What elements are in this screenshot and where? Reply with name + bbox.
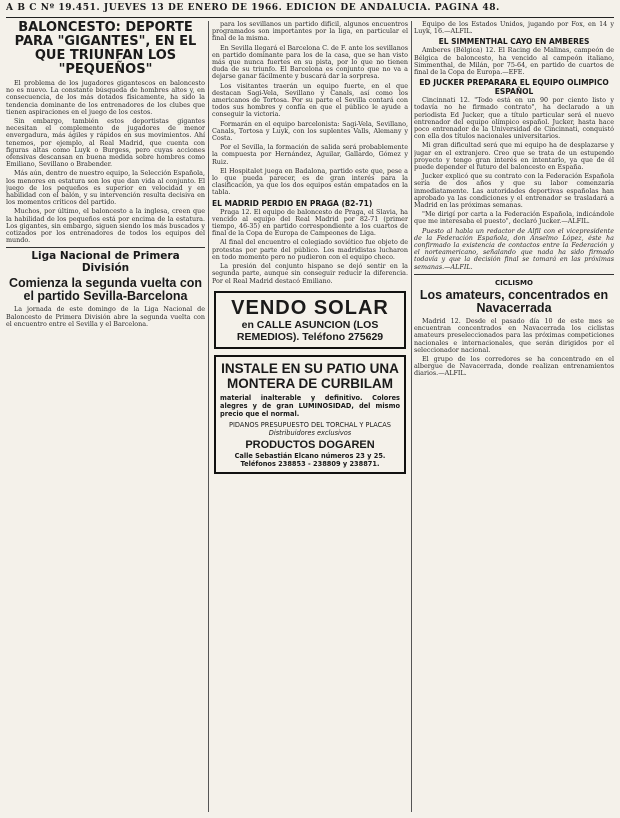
column-divider xyxy=(208,21,209,812)
article-paragraph: Equipo de los Estados Unidos, jugando por Fox, en 14 y Luyk, 16.—ALFIL. xyxy=(414,21,614,36)
article-paragraph: Madrid 12. Desde el pasado día 10 de este mes se encuentran concentrados en Navacerrada los ciclistas amateurs preseleccionados para las próximas competiciones nacionales e internacionales, que serán dirigidos por el seleccionador nacional. xyxy=(414,316,614,354)
article-paragraph: Jucker explicó que su contrato con la Federación Española sería de dos años y que su labor comenzaría inmediatamente. Las autoridades deportivas españolas han aprobado ya las condiciones y el entrenador se trasladará a Madrid en las próximas semanas. xyxy=(414,172,614,210)
article-paragraph: Al final del encuentro el colegiado soviético fue objeto de protestas por parte del público. Los madridistas lucharon en todo momento pero no pudieron con el equipo checo. xyxy=(212,238,408,261)
masthead: A B C Nº 19.451. JUEVES 13 DE ENERO DE 1966. EDICION DE ANDALUCIA. PAGINA 48. xyxy=(6,3,500,13)
ad-patio-text: material inalterable y definitivo. Colores alegres y de gran LUMINOSIDAD, del mismo precio que el normal. xyxy=(220,393,400,418)
article-paragraph: La presión del conjunto hispano se dejó sentir en la segunda parte, aunque sin conseguir reducir la diferencia. Por el Real Madrid destacó Emiliano. xyxy=(212,262,408,285)
ad-patio-brand: PRODUCTOS DOGAREN xyxy=(245,438,375,451)
ad-patio-address: Calle Sebastián Elcano números 23 y 25. Teléfonos 238853 - 238809 y 238871. xyxy=(234,451,386,468)
article-paragraph: Amberes (Bélgica) 12. El Racing de Malinas, campeón de Bélgica de baloncesto, ha vencido al campeón italiano, Simmenthal, de Milán, por 75-64, en partido de cuartos de final de la Copa de Europa.—EFE. xyxy=(414,46,614,77)
ad-patio-title: INSTALE EN SU PATIO UNA MONTERA DE CURBILAM xyxy=(221,360,399,391)
cycling-tag: CICLISMO xyxy=(495,278,533,287)
league-headline: Comienza la segunda vuelta con el partido Sevilla-Barcelona xyxy=(8,276,203,304)
article-paragraph: Más aún, dentro de nuestro equipo, la Selección Española, los menores en estatura son los que dan vida al conjunto. El juego de los pequeños es superior en velocidad y en habilidad con el balón, y su intervención resulta decisiva en los momentos críticos del partido. xyxy=(6,169,205,207)
madrid-heading: EL MADRID PERDIO EN PRAGA (82-71) xyxy=(212,198,373,208)
article-paragraph: El Hospitalet juega en Badalona, partido este que, pese a lo que pueda parecer, es de gran interés para la clasificación, ya que los dos equipos están empatados en la tabla. xyxy=(212,166,408,197)
column-3 xyxy=(414,21,614,812)
masthead-rule xyxy=(6,17,614,18)
article-paragraph: "Me dirigí por carta a la Federación Española, indicándole que me interesaba el puesto", declaró Jucker.—ALFIL. xyxy=(414,210,614,226)
article-paragraph: Mi gran dificultad será que mi equipo ha de desplazarse y jugar en el extranjero. Creo que se trata de un estupendo proyecto y tengo gran interés en intentarlo, ya que de él puede depender el futuro del baloncesto en España. xyxy=(414,141,614,172)
column-1 xyxy=(6,21,205,812)
section-rule xyxy=(414,274,614,275)
article-paragraph: El problema de los jugadores gigantescos en baloncesto no es nuevo. La constante búsqueda de hombres altos y, en consecuencia, de los más dotados físicamente, ha sido la tendencia dominante de los entrenadores de los clubes que tienen aspiraciones en el juego de los cestos. xyxy=(6,79,205,116)
article-paragraph: El grupo de los corredores se ha concentrado en el albergue de Navacerrada, donde realizan entrenamientos diarios.—ALFIL. xyxy=(414,354,614,378)
jucker-heading: ED JUCKER PREPARARA EL EQUIPO OLIMPICO ESPAÑOL xyxy=(419,78,609,97)
italic-note: Puesto al habla un redactor de Alfil con el vicepresidente de la Federación Española, don Anselmo López, éste ha confirmado la existencia de contactos entre la Federación y el norteamericano, señalando que nada ha sido firmado todavía y que la decisión final se tomará en las próximas semanas.—ALFIL. xyxy=(414,226,614,271)
ad-montera-curbilam xyxy=(214,355,406,474)
basketball-headline: BALONCESTO: DEPORTE PARA "GIGANTES", EN EL QUE TRIUNFAN LOS "PEQUEÑOS" xyxy=(14,21,197,77)
article-paragraph: Cincinnati 12. "Todo está en un 90 por ciento listo y todavía no he firmado contrato", ha declarado a un periodista Ed Jucker, que a título particular será el nuevo entrenador del equipo olímpico español. Jucker, hasta hace poco entrenador de la Universidad de Cincinnati, conquistó con ella dos títulos nacionales universitarios. xyxy=(414,96,614,141)
section-rule xyxy=(6,247,205,248)
ad-solar-address: en CALLE ASUNCION (LOS REMEDIOS). Teléfono 275629 xyxy=(236,318,384,343)
ad-patio-ask: PIDANOS PRESUPUESTO DEL TORCHAL Y PLACAS xyxy=(229,420,391,429)
article-paragraph: Praga 12. El equipo de baloncesto de Praga, el Slavia, ha vencido al equipo del Real Madrid por 82-71 (primer tiempo, 46-35) en partido correspondiente a los cuartos de final de la Copa de Europa de Campeones de Liga. xyxy=(212,207,408,238)
article-paragraph: Por el Sevilla, la formación de salida será probablemente la compuesta por Hernández, Aguilar, Gallardo, Gómez y Ruiz. xyxy=(212,143,408,166)
column-2 xyxy=(212,21,408,812)
article-paragraph: Sin embargo, también estos deportistas gigantes necesitan el complemento de jugadores de menor envergadura, más ágiles y rápidos en sus movimientos. Ahí tenemos, por ejemplo, al Real Madrid, que cuenta con figuras altas como Luyk o Burgess, pero cuyas acciones ofensivas descansan en buena medida sobre hombres como Emiliano, Sevillano o Brabender. xyxy=(6,117,205,169)
cycling-headline: Los amateurs, concentrados en Navacerrada xyxy=(419,287,609,315)
article-paragraph: En Sevilla llegará el Barcelona C. de F. ante los sevillanos en partido dominante para los de la casa, que se han visto más que nunca fuertes en su pista, por lo que no tienen duda de su triunfo. El Barcelona es conjunto que no va a dejarse ganar fácilmente y buscará dar la sorpresa. xyxy=(212,43,408,81)
article-paragraph: Muchos, por último, el baloncesto a la inglesa, creen que la habilidad de los pequeños está por encima de la estatura. Los gigantes, sin embargo, siguen siendo los más buscados y cotizados por los entrenadores de todos los equipos del mundo. xyxy=(6,207,205,245)
simmenthal-heading: EL SIMMENTHAL CAYO EN AMBERES xyxy=(438,37,590,47)
ad-patio-exclusive: Distribuidores exclusivos xyxy=(268,428,352,437)
league-title: Liga Nacional de Primera División xyxy=(31,250,180,275)
article-paragraph: para los sevillanos un partido difícil, algunos encuentros programados son importantes por la liga, en particular el final de la misma. xyxy=(212,21,408,43)
article-paragraph: La jornada de este domingo de la Liga Nacional de Baloncesto de Primera División abre la segunda vuelta con el encuentro entre el Sevilla y el Barcelona. xyxy=(6,305,205,328)
article-paragraph: Los visitantes traerán un equipo fuerte, en el que destacan Sagi-Vela, Sevillano y Canals, así como los americanos de Tortosa. Por su parte el Sevilla contará con todos sus hombres y confía en que el público le ayude a conseguir la victoria. xyxy=(212,81,408,119)
article-paragraph: Formarán en el equipo barcelonista: Sagi-Vela, Sevillano, Canals, Tortosa y Luyk, con los suplentes Valls, Alemany y Costa. xyxy=(212,119,408,143)
column-divider xyxy=(411,21,412,812)
ad-solar-title: VENDO SOLAR xyxy=(231,296,389,319)
ad-vendo-solar xyxy=(214,291,406,349)
